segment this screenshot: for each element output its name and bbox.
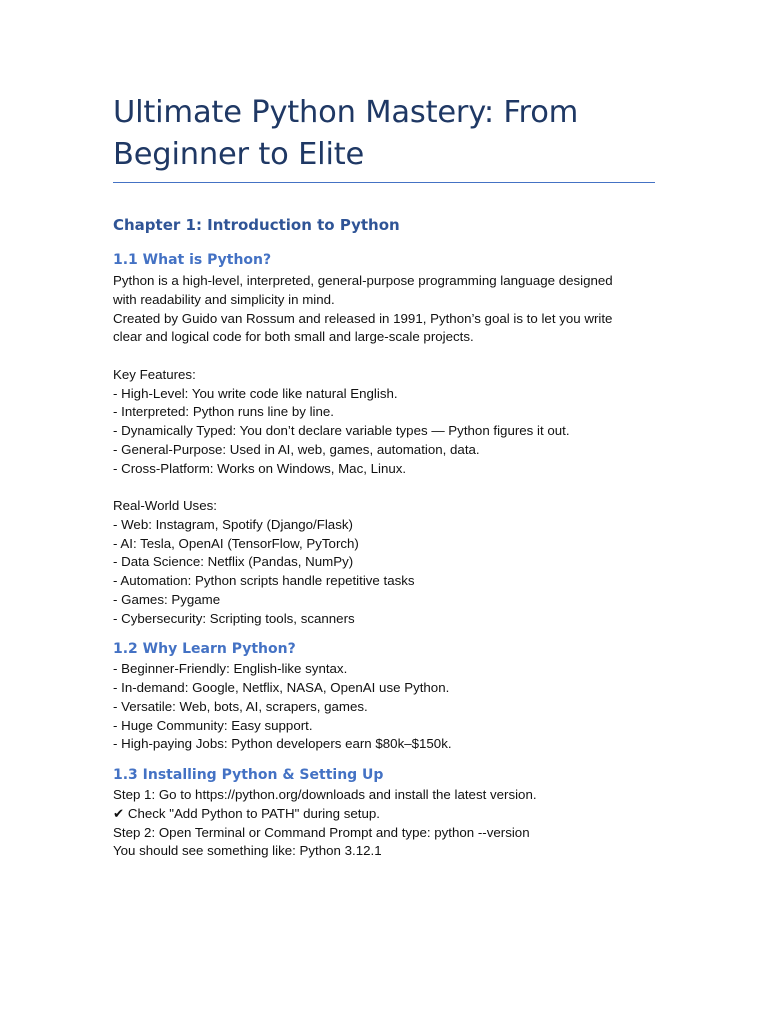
section-heading-1-2: 1.2 Why Learn Python? xyxy=(113,641,296,658)
use-item: - Data Science: Netflix (Pandas, NumPy) xyxy=(113,554,354,570)
feature-item: - Dynamically Typed: You don’t declare variable types — Python figures it out. xyxy=(113,423,570,438)
list-item: - Versatile: Web, bots, AI, scrapers, games. xyxy=(113,698,368,714)
title-underline xyxy=(113,182,655,183)
use-item: - Automation: Python scripts handle repetitive tasks xyxy=(113,573,415,588)
list-item: - High-paying Jobs: Python developers earn $80k–$150k. xyxy=(113,736,452,752)
list-item: - In-demand: Google, Netflix, NASA, OpenAI use Python. xyxy=(113,680,450,695)
paragraph-line: Created by Guido van Rossum and released in 1991, Python’s goal is to let you write xyxy=(113,310,613,326)
document-title xyxy=(113,92,655,176)
list-item: - Beginner-Friendly: English-like syntax. xyxy=(113,661,348,677)
features-heading: Key Features: xyxy=(113,366,196,382)
use-item: - Web: Instagram, Spotify (Django/Flask) xyxy=(113,516,353,532)
paragraph-line: with readability and simplicity in mind. xyxy=(113,291,335,307)
paragraph-line: Python is a high-level, interpreted, general-purpose programming language designed xyxy=(113,273,613,288)
document-page xyxy=(113,92,655,861)
title-line-2: Beginner to Elite xyxy=(113,137,365,172)
feature-item: - Interpreted: Python runs line by line. xyxy=(113,404,334,420)
use-item: - AI: Tesla, OpenAI (TensorFlow, PyTorch) xyxy=(113,535,359,551)
title-line-1: Ultimate Python Mastery: From xyxy=(113,95,579,130)
step-line: ✔ Check "Add Python to PATH" during setup. xyxy=(113,805,380,821)
chapter-heading: Chapter 1: Introduction to Python xyxy=(113,216,400,234)
list-item: - Huge Community: Easy support. xyxy=(113,717,313,733)
step-line: Step 1: Go to https://python.org/downloads and install the latest version. xyxy=(113,787,537,802)
use-item: - Cybersecurity: Scripting tools, scanners xyxy=(113,610,355,626)
feature-item: - High-Level: You write code like natural English. xyxy=(113,385,398,401)
uses-heading: Real-World Uses: xyxy=(113,498,217,513)
feature-item: - Cross-Platform: Works on Windows, Mac, Linux. xyxy=(113,460,407,476)
section-heading-1-1: 1.1 What is Python? xyxy=(113,252,272,268)
feature-item: - General-Purpose: Used in AI, web, games, automation, data. xyxy=(113,441,480,457)
step-line: Step 2: Open Terminal or Command Prompt and type: python --version xyxy=(113,824,530,840)
step-line: You should see something like: Python 3.12.1 xyxy=(113,843,382,859)
use-item: - Games: Pygame xyxy=(113,591,221,607)
blank-line xyxy=(113,347,655,366)
blank-line xyxy=(113,478,655,497)
section-heading-1-3: 1.3 Installing Python & Setting Up xyxy=(113,767,384,783)
paragraph-line: clear and logical code for both small and large-scale projects. xyxy=(113,329,474,345)
